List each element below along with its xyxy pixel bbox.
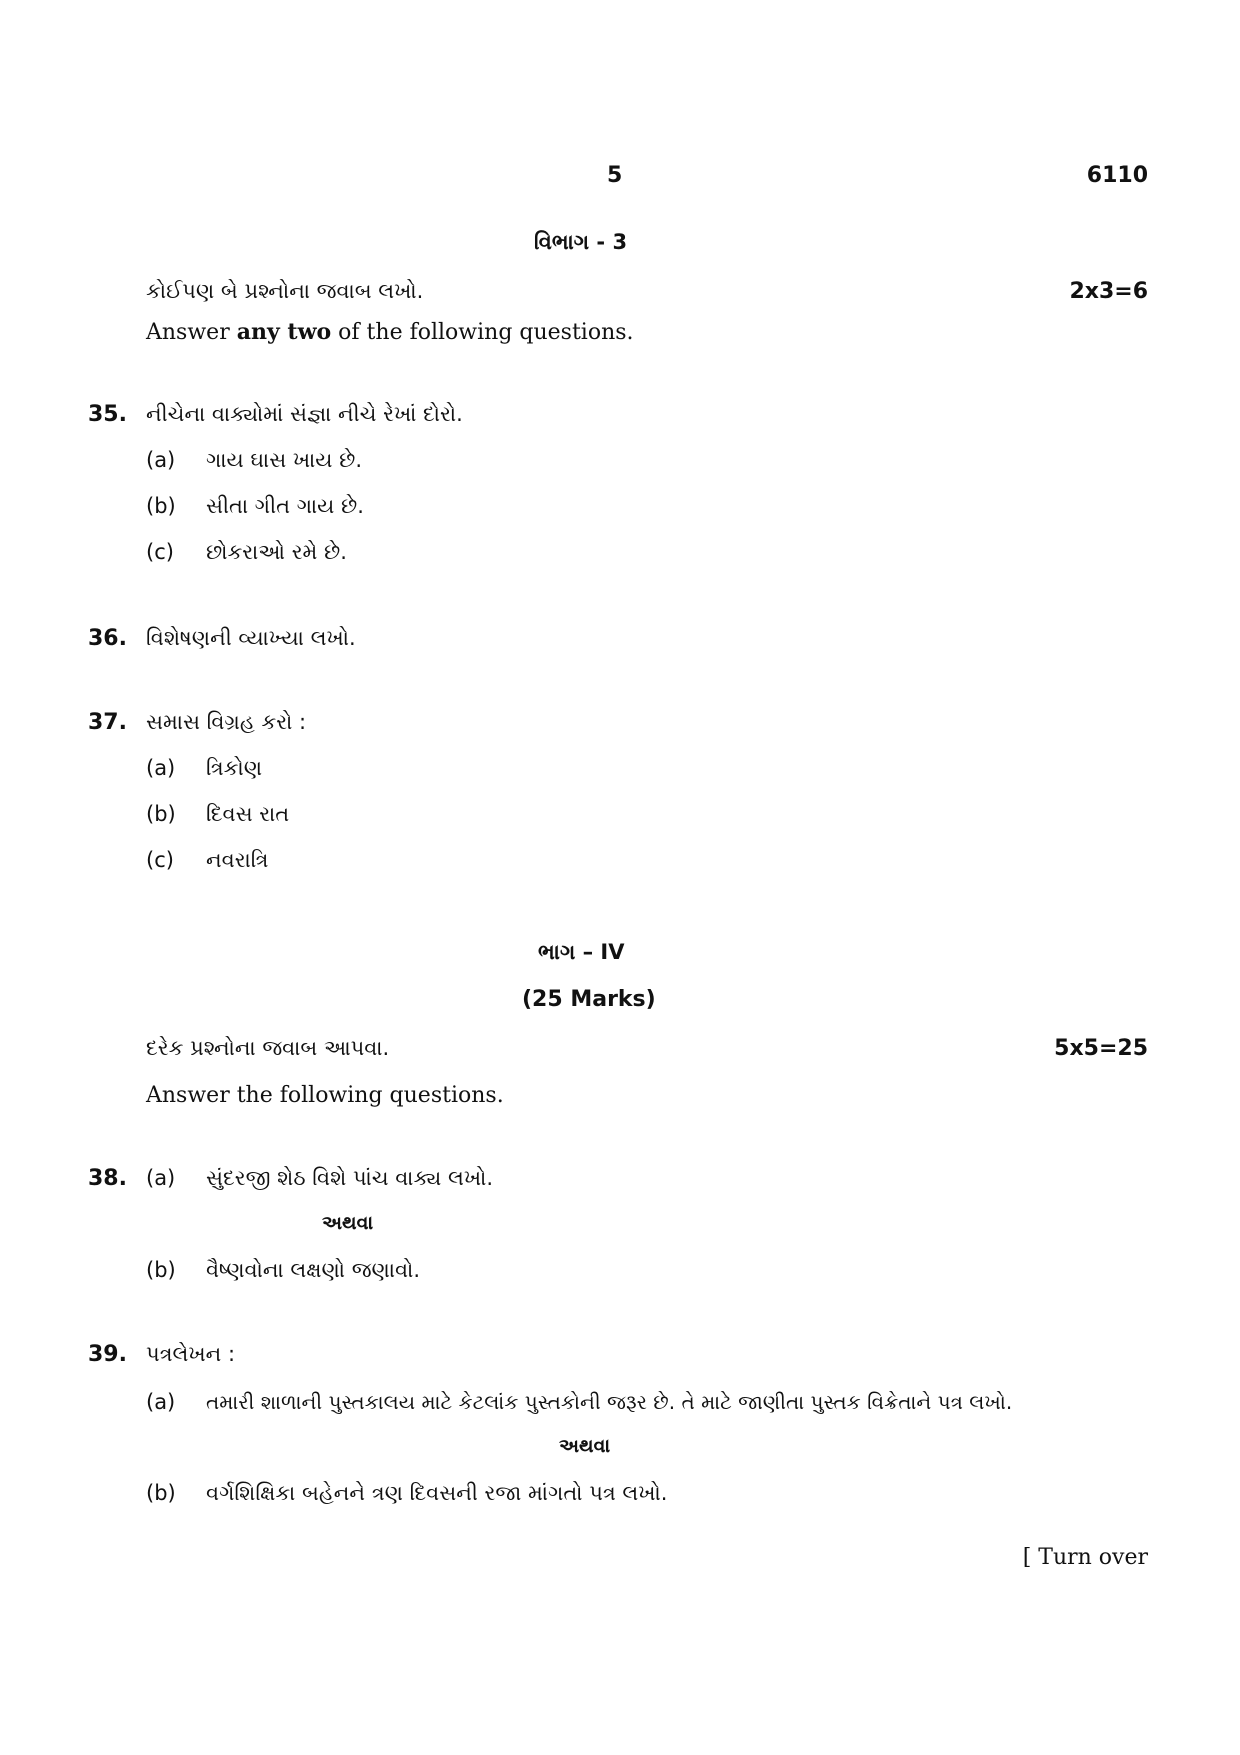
q35-b-label: (b)	[146, 494, 176, 518]
q38-or: અથવા	[322, 1212, 374, 1234]
section4-instruction-gu: દરેક પ્રશ્નોના જવાબ આપવા.	[146, 1036, 390, 1060]
q39-b-text: વર્ગશિક્ષિકા બહેનને ત્રણ દિવસની રજા માંગતો પત્ર લખો.	[206, 1481, 668, 1505]
section4-title: ભાગ – IV	[538, 940, 625, 964]
q37-text: સમાસ વિગ્રહ કરો :	[146, 710, 307, 734]
q39-b-label: (b)	[146, 1481, 176, 1505]
q35-c-text: છોકરાઓ રમે છે.	[206, 540, 347, 564]
section3-instruction-gu: કોઈપણ બે પ્રશ્નોના જવાબ લખો.	[146, 279, 424, 303]
section4-instruction-en: Answer the following questions.	[146, 1083, 504, 1108]
q38-b-text: વૈષ્ણવોના લક્ષણો જણાવો.	[206, 1258, 421, 1282]
q38-a-text: સુંદરજી શેઠ વિશે પાંચ વાક્ય લખો.	[206, 1166, 494, 1190]
section4-subtitle: (25 Marks)	[522, 987, 656, 1012]
turn-over: [ Turn over	[1022, 1545, 1148, 1570]
section3-title: વિભાગ - 3	[534, 230, 628, 254]
q39-number: 39.	[88, 1342, 127, 1367]
q35-c-label: (c)	[146, 540, 174, 564]
q38-b-label: (b)	[146, 1258, 176, 1282]
q39-text: પત્રલેખન :	[146, 1342, 236, 1366]
q36-text: વિશેષણની વ્યાખ્યા લખો.	[146, 626, 356, 650]
q37-b-text: દિવસ રાત	[206, 802, 290, 826]
section4-marks: 5x5=25	[1054, 1036, 1148, 1061]
q39-a-text: તમારી શાળાની પુસ્તકાલય માટે કેટલાંક પુસ્તકોની જરૂર છે. તે માટે જાણીતા પુસ્તક વિક્રેતાને પત્ર લખો.	[206, 1390, 1013, 1414]
section3-instruction-en	[146, 319, 634, 345]
q37-a-label: (a)	[146, 756, 176, 780]
q38-a-label: (a)	[146, 1166, 176, 1190]
q35-number: 35.	[88, 402, 127, 427]
q36-number: 36.	[88, 626, 127, 651]
q35-a-label: (a)	[146, 448, 176, 472]
q37-c-label: (c)	[146, 848, 174, 872]
q35-a-text: ગાય ઘાસ ખાય છે.	[206, 448, 363, 472]
instruction-emphasis: any two	[236, 319, 332, 345]
q38-number: 38.	[88, 1166, 127, 1191]
q35-text: નીચેના વાક્યોમાં સંજ્ઞા નીચે રેખાં દોરો.	[146, 402, 463, 426]
q39-a-label: (a)	[146, 1390, 176, 1414]
q37-number: 37.	[88, 710, 127, 735]
paper-code: 6110	[1086, 163, 1148, 188]
q35-b-text: સીતા ગીત ગાય છે.	[206, 494, 364, 518]
instruction-text: Answer	[146, 320, 237, 345]
page-number: 5	[607, 163, 623, 188]
section3-marks: 2x3=6	[1069, 279, 1148, 304]
q37-a-text: ત્રિકોણ	[206, 756, 263, 780]
instruction-text: of the following questions.	[331, 320, 634, 345]
q39-or: અથવા	[559, 1435, 611, 1457]
q37-c-text: નવરાત્રિ	[206, 848, 269, 872]
q37-b-label: (b)	[146, 802, 176, 826]
